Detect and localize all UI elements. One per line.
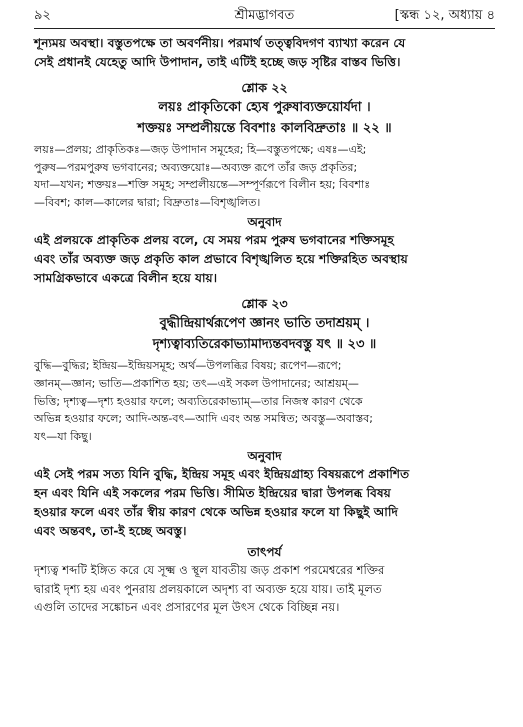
purport-line: এগুলি তাদের সঙ্কোচন এবং প্রসারণের মূল উৎস থেকে বিচ্ছিন্ন নয়। (34, 600, 340, 615)
translation-line: এই সেই পরম সত্য যিনি বুদ্ধি, ইন্দ্রিয় সমূহ এবং ইন্দ্রিয়গ্রাহ্য বিষয়রূপে প্রকাশিত (34, 467, 410, 482)
page-content (34, 34, 495, 617)
synonym-line: যৎ—যা কিছু। (34, 429, 92, 443)
synonym-line: পুরুষ—পরমপুরুষ ভগবানের; অব্যক্তয়োঃ—অব্যক্ত রূপে তাঁর জড় প্রকৃতির; (34, 160, 358, 174)
verse-23-synonyms (34, 357, 495, 445)
translation-line: এবং তাঁর অব্যক্ত জড় প্রকৃতি কাল প্রভাবে বিশৃঙ্খলিত হয়ে শক্তিরহিত অবস্থায় (34, 252, 408, 267)
translation-line: হওয়ার ফলে এবং তাঁর স্বীয় কারণ থেকে অভিন্ন হওয়ার ফলে যা কিছুই আদি (34, 505, 398, 520)
intro-line: শূন্যময় অবস্থা। বস্তুতপক্ষে তা অবর্ণনীয়। পরমার্থ তত্ত্ববিদগণ ব্যাখ্যা করেন যে (34, 36, 406, 50)
purport-line: দৃশ্যত্ব শব্দটি ইঙ্গিত করে যে সূক্ষ্ম ও স্থূল যাবতীয় জড় প্রকাশ পরমেশ্বরের শক্তির (34, 563, 385, 578)
synonym-line: জ্ঞানম্—জ্ঞান; ভাতি—প্রকাশিত হয়; তৎ—এই সকল উপাদানের; আশ্রয়ম্— (34, 376, 359, 390)
verse-22-translation-label: অনুবাদ (247, 215, 282, 230)
intro-line: সেই প্রধানই যেহেতু আদি উপাদান, তাই এটিই হচ্ছে জড় সৃষ্টির বাস্তব ভিত্তি। (34, 55, 401, 69)
purport-line: দ্বারাই দৃশ্য হয় এবং পুনরায় প্রলয়কালে অদৃশ্য বা অব্যক্ত হয়ে যায়। তাই মূলত (34, 581, 382, 596)
synonym-line: লয়ঃ—প্রলয়; প্রাকৃতিকঃ—জড় উপাদান সমূহের; হি—বস্তুতপক্ষে; এষঃ—এই; (34, 143, 367, 156)
purport-text (34, 561, 495, 617)
verse-23-line: বুদ্ধীন্দ্রিয়ার্থরূপেণ জ্ঞানং ভাতি তদাশ্রয়ম্ । (159, 316, 370, 332)
synonym-line: —বিবশ; কাল—কালের দ্বারা; বিদ্রুতাঃ—বিশৃঙ্খলিত। (34, 195, 261, 209)
verse-22-line: শক্তয়ঃ সম্প্রলীয়ন্তে বিবশাঃ কালবিদ্রুতাঃ ॥ ২২ ॥ (137, 121, 392, 136)
running-header (34, 6, 495, 26)
book-title: শ্রীমদ্ভাগবত (234, 8, 295, 23)
translation-line: সামগ্রিকভাবে একত্রে বিলীন হয়ে যায়। (34, 271, 218, 286)
translation-line: হন এবং যিনি এই সকলের পরম ভিত্তি। সীমিত ইন্দ্রিয়ের দ্বারা উপলব্ধ বিষয় (34, 486, 391, 501)
page-number: ৯২ (34, 8, 51, 23)
translation-line: এবং অন্তবৎ, তা-ই হচ্ছে অবস্তু। (34, 524, 187, 539)
verse-23-heading: শ্লোক ২৩ (241, 296, 288, 312)
verse-23-translation (34, 465, 495, 541)
verse-22-heading: শ্লোক ২২ (241, 80, 288, 95)
verse-23-line: দৃশ্যত্বাব্যতিরেকাভ্যামাদ্যন্তবদবস্তু যৎ ॥ ২৩ ॥ (152, 337, 377, 353)
verse-22-line: লয়ঃ প্রাকৃতিকো হ্যেষ পুরুষাব্যক্তয়োর্যদা । (158, 100, 371, 115)
verse-22-synonyms (34, 141, 495, 211)
chapter-reference: [স্কন্ধ ১২, অধ্যায় ৪ (394, 8, 495, 23)
purport-label: তাৎপর্য (247, 545, 282, 560)
synonym-line: অভিন্ন হওয়ার ফলে; আদি-অন্ত-বৎ—আদি এবং অন্ত সমন্বিত; অবস্তু—অবাস্তব; (34, 412, 373, 426)
header-rule (34, 28, 495, 29)
translation-line: এই প্রলয়কে প্রাকৃতিক প্রলয় বলে, যে সময় পরম পুরুষ ভগবানের শক্তিসমূহ (34, 233, 394, 248)
verse-22-translation (34, 231, 495, 288)
synonym-line: যদা—যখন; শক্তয়ঃ—শক্তি সমূহ; সম্প্রলীয়ন্তে—সম্পূর্ণরূপে বিলীন হয়; বিবশাঃ (34, 178, 371, 192)
verse-23-translation-label: অনুবাদ (247, 449, 282, 464)
synonym-line: বুদ্ধি—বুদ্ধির; ইন্দ্রিয়—ইন্দ্রিয়সমূহ; অর্থ—উপলব্ধির বিষয়; রূপেণ—রূপে; (34, 359, 342, 373)
synonym-line: ভিত্তি; দৃশ্যত্ব—দৃশ্য হওয়ার ফলে; অব্যতিরেকাভ্যাম্—তার নিজস্ব কারণ থেকে (34, 394, 363, 408)
